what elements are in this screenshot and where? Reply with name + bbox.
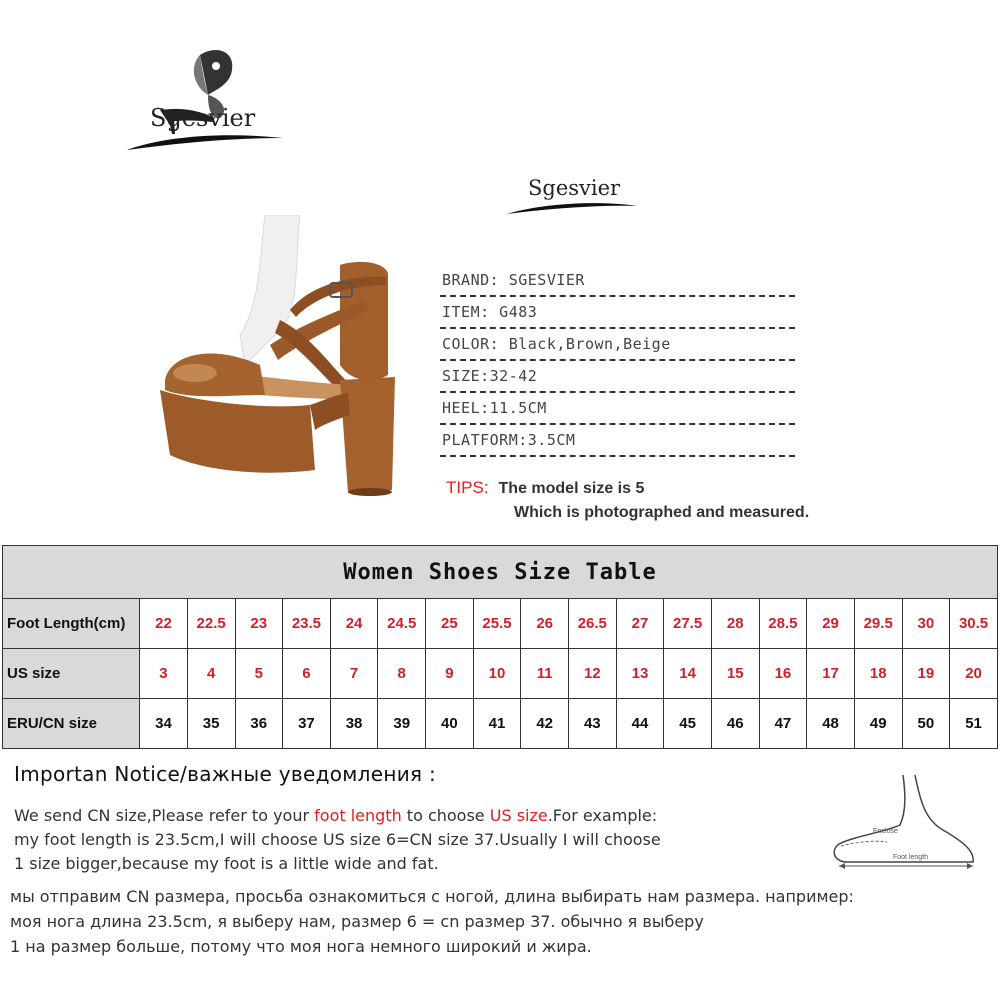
table-cell: 43 <box>568 699 616 749</box>
table-cell: 23.5 <box>283 599 331 649</box>
notice-en-line3: 1 size bigger,because my foot is a little wide and fat. <box>14 854 439 873</box>
spec-item: ITEM: G483 <box>440 297 795 329</box>
table-cell: 40 <box>426 699 474 749</box>
table-cell: 4 <box>187 649 235 699</box>
spec-brand: BRAND: SGESVIER <box>440 265 795 297</box>
tips-label: TIPS: <box>446 478 489 497</box>
table-cell: 27.5 <box>664 599 712 649</box>
table-row <box>3 699 998 749</box>
table-cell: 17 <box>807 649 855 699</box>
table-cell: 45 <box>664 699 712 749</box>
table-cell: 3 <box>140 649 188 699</box>
table-cell: 22 <box>140 599 188 649</box>
table-cell: 25.5 <box>473 599 521 649</box>
tips-line1: The model size is 5 <box>498 480 645 497</box>
notice-en-line2: my foot length is 23.5cm,I will choose US size 6=CN size 37.Usually I will choose <box>14 830 661 849</box>
table-cell: 12 <box>568 649 616 699</box>
notice-russian <box>10 884 970 959</box>
table-cell: 39 <box>378 699 426 749</box>
row-header: US size <box>3 649 140 699</box>
notice-ru-line1: мы отправим CN размера, просьба ознакомиться с ногой, длина выбирать нам размера. например: <box>10 887 854 906</box>
table-cell: 10 <box>473 649 521 699</box>
table-cell: 51 <box>950 699 998 749</box>
table-row <box>3 649 998 699</box>
table-cell: 37 <box>283 699 331 749</box>
table-cell: 47 <box>759 699 807 749</box>
table-cell: 38 <box>330 699 378 749</box>
size-table <box>2 545 998 749</box>
table-cell: 29.5 <box>854 599 902 649</box>
table-cell: 11 <box>521 649 569 699</box>
enclose-label: Enclose <box>873 828 898 835</box>
highlight-foot-length: foot length <box>314 806 402 825</box>
table-cell: 50 <box>902 699 950 749</box>
notice-title: Importan Notice/важные уведомления : <box>14 762 437 786</box>
size-table-title: Women Shoes Size Table <box>3 546 998 599</box>
table-cell: 28.5 <box>759 599 807 649</box>
table-cell: 23 <box>235 599 283 649</box>
table-row <box>3 599 998 649</box>
table-cell: 19 <box>902 649 950 699</box>
brand-logo-mid <box>500 170 640 225</box>
text-span: to choose <box>401 806 490 825</box>
notice-english <box>14 804 814 876</box>
table-cell: 29 <box>807 599 855 649</box>
spec-color: COLOR: Black,Brown,Beige <box>440 329 795 361</box>
spec-list <box>440 265 795 457</box>
table-cell: 26 <box>521 599 569 649</box>
spec-heel: HEEL:11.5CM <box>440 393 795 425</box>
highlight-us-size: US size <box>489 806 548 825</box>
logo-top-text: Sgesvier <box>150 104 256 132</box>
table-cell: 20 <box>950 649 998 699</box>
product-image <box>150 215 410 515</box>
table-cell: 30.5 <box>950 599 998 649</box>
row-header: ERU/CN size <box>3 699 140 749</box>
table-cell: 44 <box>616 699 664 749</box>
row-header: Foot Length(cm) <box>3 599 140 649</box>
swoosh-icon <box>125 128 285 156</box>
table-cell: 8 <box>378 649 426 699</box>
table-cell: 15 <box>711 649 759 699</box>
table-cell: 34 <box>140 699 188 749</box>
spec-size: SIZE:32-42 <box>440 361 795 393</box>
brand-logo-top <box>120 40 290 160</box>
tips <box>446 478 809 522</box>
logo-mid-text: Sgesvier <box>528 176 621 200</box>
table-cell: 16 <box>759 649 807 699</box>
table-cell: 5 <box>235 649 283 699</box>
table-cell: 22.5 <box>187 599 235 649</box>
notice-ru-line2: моя нога длина 23.5cm, я выберу нам, размер 6 = cn размер 37. обычно я выберу <box>10 912 704 931</box>
sandal-icon <box>150 215 410 515</box>
table-cell: 42 <box>521 699 569 749</box>
table-cell: 46 <box>711 699 759 749</box>
notice-ru-line3: 1 на размер больше, потому что моя нога немного широкий и жира. <box>10 937 592 956</box>
notice-en-line1 <box>14 804 814 828</box>
table-cell: 30 <box>902 599 950 649</box>
table-cell: 6 <box>283 649 331 699</box>
swoosh-icon <box>505 198 640 218</box>
table-cell: 9 <box>426 649 474 699</box>
spec-platform: PLATFORM:3.5CM <box>440 425 795 457</box>
table-cell: 28 <box>711 599 759 649</box>
tips-line2: Which is photographed and measured. <box>514 504 810 521</box>
table-cell: 14 <box>664 649 712 699</box>
table-cell: 24 <box>330 599 378 649</box>
table-cell: 26.5 <box>568 599 616 649</box>
text-span: .For example: <box>547 806 658 825</box>
table-cell: 27 <box>616 599 664 649</box>
table-cell: 13 <box>616 649 664 699</box>
table-cell: 7 <box>330 649 378 699</box>
table-cell: 18 <box>854 649 902 699</box>
table-cell: 48 <box>807 699 855 749</box>
table-cell: 25 <box>426 599 474 649</box>
foot-length-label: Foot length <box>893 854 929 861</box>
text-span: We send CN size,Please refer to your <box>14 806 315 825</box>
table-cell: 41 <box>473 699 521 749</box>
table-cell: 36 <box>235 699 283 749</box>
table-cell: 35 <box>187 699 235 749</box>
table-cell: 49 <box>854 699 902 749</box>
foot-measure-diagram <box>825 770 985 870</box>
table-cell: 24.5 <box>378 599 426 649</box>
